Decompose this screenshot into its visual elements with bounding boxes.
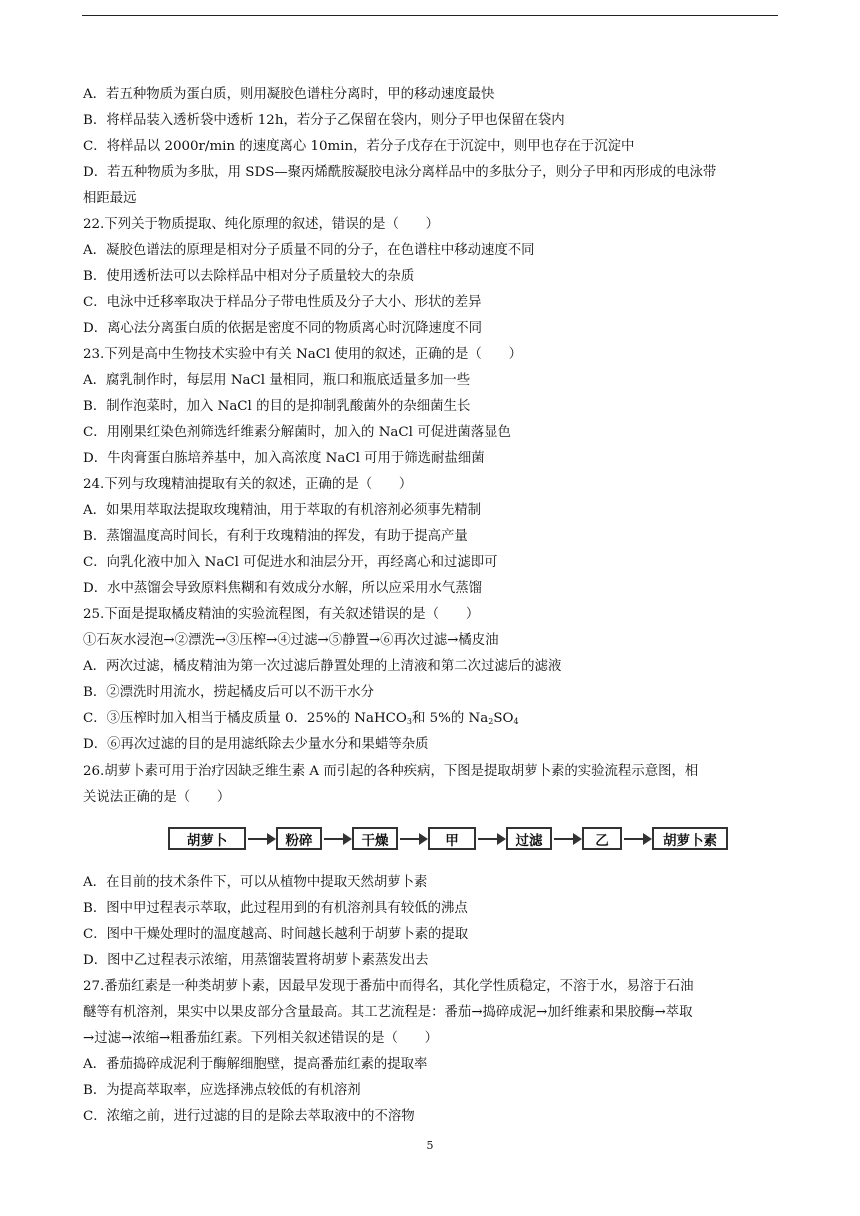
- text-line: 相距最远: [83, 191, 137, 206]
- text-line: C．将样品以 2000r/min 的速度离心 10min，若分子戊存在于沉淀中，则甲也存在于沉淀中: [83, 139, 635, 154]
- text-line: 醚等有机溶剂，果实中以果皮部分含量最高。其工艺流程是：番茄→捣碎成泥→加纤维素和果胶酶→萃取: [83, 1005, 693, 1020]
- text-line: C．向乳化液中加入 NaCl 可促进水和油层分开，再经离心和过滤即可: [83, 555, 498, 570]
- question-23: 23.下列是高中生物技术实验中有关 NaCl 使用的叙述，正确的是（ ）: [83, 347, 522, 362]
- text-line: B．为提高萃取率，应选择沸点较低的有机溶剂: [83, 1083, 361, 1098]
- flow-box: 胡萝卜素: [652, 827, 728, 850]
- question-24: 24.下列与玫瑰精油提取有关的叙述，正确的是（ ）: [83, 477, 413, 492]
- question-25: 25.下面是提取橘皮精油的实验流程图，有关叙述错误的是（ ）: [83, 607, 480, 622]
- text-line: B．②漂洗时用流水，捞起橘皮后可以不沥干水分: [83, 685, 375, 700]
- text-line: D．牛肉膏蛋白胨培养基中，加入高浓度 NaCl 可用于筛选耐盐细菌: [83, 451, 485, 466]
- text-line: A．凝胶色谱法的原理是相对分子质量不同的分子，在色谱柱中移动速度不同: [83, 243, 535, 258]
- text-line: B．图中甲过程表示萃取，此过程用到的有机溶剂具有较低的沸点: [83, 901, 468, 916]
- text-line: D．若五种物质为多肽，用 SDS—聚丙烯酰胺凝胶电泳分离样品中的多肽分子，则分子甲和丙形成的电泳带: [83, 165, 717, 180]
- text-line: A．腐乳制作时，每层用 NaCl 量相同，瓶口和瓶底适量多加一些: [83, 373, 471, 388]
- text-line: →过滤→浓缩→粗番茄红素。下列相关叙述错误的是（ ）: [83, 1031, 439, 1046]
- text-line: D．离心法分离蛋白质的依据是密度不同的物质离心时沉降速度不同: [83, 321, 483, 336]
- text-line: B．使用透析法可以去除样品中相对分子质量较大的杂质: [83, 269, 415, 284]
- process-line: ①石灰水浸泡→②漂洗→③压榨→④过滤→⑤静置→⑥再次过滤→橘皮油: [83, 633, 499, 648]
- flow-box: 过滤: [506, 827, 552, 850]
- text-line: D．⑥再次过滤的目的是用滤纸除去少量水分和果蜡等杂质: [83, 737, 429, 752]
- question-26: 26.胡萝卜素可用于治疗因缺乏维生素 A 而引起的各种疾病，下图是提取胡萝卜素的实验流程示意图，相: [83, 764, 699, 779]
- text-line: B．将样品装入透析袋中透析 12h，若分子乙保留在袋内，则分子甲也保留在袋内: [83, 113, 565, 128]
- question-22: 22.下列关于物质提取、纯化原理的叙述，错误的是（ ）: [83, 217, 440, 232]
- arrow-icon: [248, 838, 274, 840]
- flow-diagram: [168, 825, 728, 852]
- text-line: C．用刚果红染色剂筛选纤维素分解菌时，加入的 NaCl 可促进菌落显色: [83, 425, 511, 440]
- text-line: D．水中蒸馏会导致原料焦糊和有效成分水解，所以应采用水气蒸馏: [83, 581, 483, 596]
- arrow-icon: [478, 838, 504, 840]
- arrow-icon: [624, 838, 650, 840]
- arrow-icon: [554, 838, 580, 840]
- arrow-icon: [324, 838, 350, 840]
- text-line: C．电泳中迁移率取决于样品分子带电性质及分子大小、形状的差异: [83, 295, 482, 310]
- flow-box: 胡萝卜: [168, 827, 246, 850]
- text-line: B．蒸馏温度高时间长，有利于玫瑰精油的挥发，有助于提高产量: [83, 529, 468, 544]
- text-line: B．制作泡菜时，加入 NaCl 的目的是抑制乳酸菌外的杂细菌生长: [83, 399, 471, 414]
- text-line: A．两次过滤，橘皮精油为第一次过滤后静置处理的上清液和第二次过滤后的滤液: [83, 659, 562, 674]
- page-number: 5: [426, 1139, 434, 1152]
- flow-box: 粉碎: [276, 827, 322, 850]
- text-line: A．若五种物质为蛋白质，则用凝胶色谱柱分离时，甲的移动速度最快: [83, 87, 495, 102]
- text-line: C．图中干燥处理时的温度越高、时间越长越利于胡萝卜素的提取: [83, 927, 469, 942]
- text-line: D．图中乙过程表示浓缩，用蒸馏装置将胡萝卜素蒸发出去: [83, 953, 429, 968]
- text-line-chem: C．③压榨时加入相当于橘皮质量 0．25%的 NaHCO$_3$和 5%的 $Na_2SO_4$: [83, 711, 519, 726]
- arrow-icon: [400, 838, 426, 840]
- text-line: C．浓缩之前，进行过滤的目的是除去萃取液中的不溶物: [83, 1109, 415, 1124]
- question-27: 27.番茄红素是一种类胡萝卜素，因最早发现于番茄中而得名，其化学性质稳定，不溶于水，易溶于石油: [83, 979, 694, 994]
- text-line: 关说法正确的是（ ）: [83, 790, 231, 805]
- text-line: A．番茄捣碎成泥利于酶解细胞壁，提高番茄红素的提取率: [83, 1057, 428, 1072]
- header-rule: [82, 15, 778, 16]
- flow-box: 甲: [428, 827, 476, 850]
- text-line: A．在目前的技术条件下，可以从植物中提取天然胡萝卜素: [83, 875, 428, 890]
- text-line: A．如果用萃取法提取玫瑰精油，用于萃取的有机溶剂必须事先精制: [83, 503, 481, 518]
- flow-box: 干燥: [352, 827, 398, 850]
- flow-box: 乙: [582, 827, 622, 850]
